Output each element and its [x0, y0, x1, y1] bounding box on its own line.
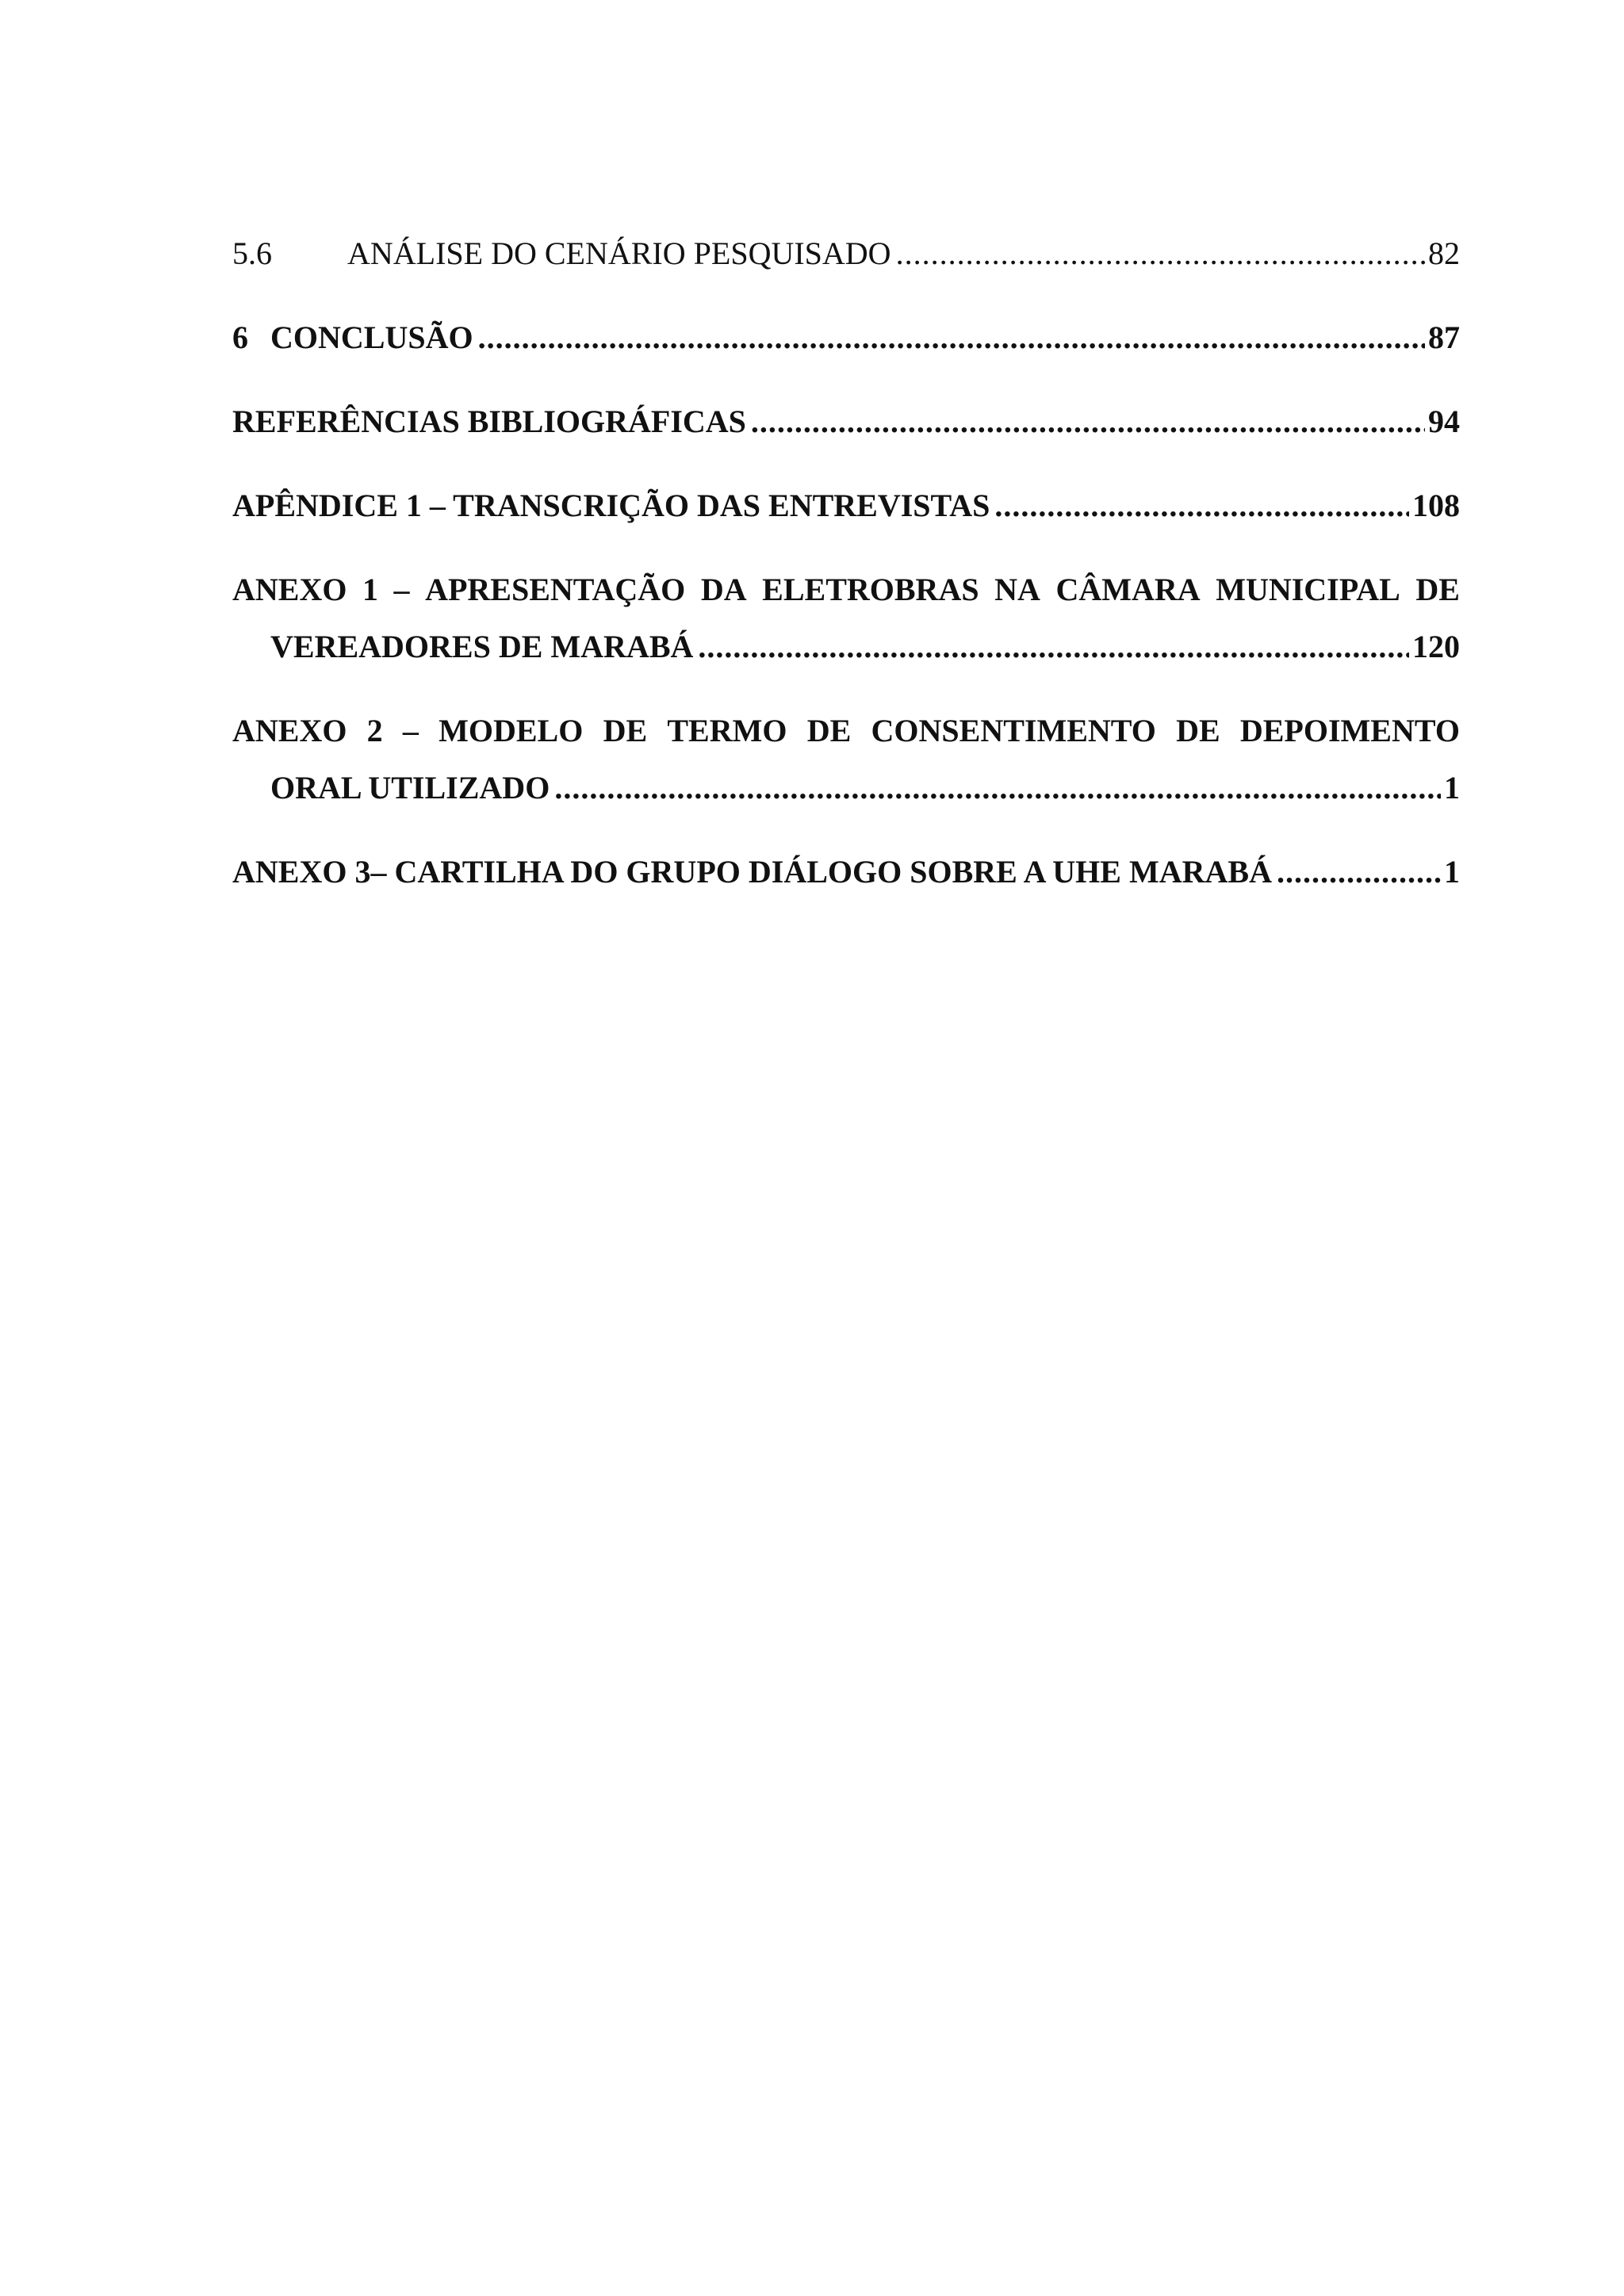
- toc-entry-referencias: [232, 393, 1460, 450]
- dot-leader: [1277, 844, 1441, 901]
- toc-entry-page: 120: [1412, 629, 1460, 664]
- title-word: APRESENTAÇÃO: [425, 572, 686, 607]
- toc-entry-title: CONCLUSÃO: [270, 320, 473, 355]
- table-of-contents: [232, 225, 1460, 901]
- toc-entry-page: 1: [1444, 770, 1460, 806]
- toc-entry-5-6: [232, 225, 1460, 282]
- dot-leader: [994, 477, 1409, 534]
- toc-entry-page: 1: [1444, 854, 1460, 890]
- toc-entry-title-line: [232, 702, 1460, 760]
- title-word: MUNICIPAL: [1216, 572, 1400, 607]
- title-word: DEPOIMENTO: [1239, 713, 1460, 748]
- title-word: MODELO: [439, 713, 584, 748]
- toc-entry-anexo-3: [232, 844, 1460, 901]
- toc-entry-number: 5.6: [232, 235, 272, 271]
- toc-entry-title: ANÁLISE DO CENÁRIO PESQUISADO: [347, 235, 891, 271]
- toc-entry-title-continuation: ORAL UTILIZADO: [270, 770, 550, 806]
- title-word: ANEXO: [232, 572, 347, 607]
- title-word: 1: [362, 572, 378, 607]
- toc-entry-title: APÊNDICE 1 – TRANSCRIÇÃO DAS ENTREVISTAS: [232, 488, 990, 523]
- title-word: DE: [1415, 572, 1460, 607]
- toc-entry-title-line: [232, 561, 1460, 618]
- toc-entry-anexo-2: [232, 702, 1460, 817]
- title-word: NA: [994, 572, 1040, 607]
- toc-entry-number: 6: [232, 320, 248, 355]
- title-word: DE: [603, 713, 648, 748]
- toc-entry-page: 94: [1428, 404, 1460, 439]
- title-word: DE: [806, 713, 852, 748]
- toc-entry-title: ANEXO 3– CARTILHA DO GRUPO DIÁLOGO SOBRE A UHE MARABÁ: [232, 854, 1272, 890]
- toc-entry-title-continuation: VEREADORES DE MARABÁ: [270, 629, 694, 664]
- title-word: 2: [366, 713, 383, 748]
- dot-leader: [896, 225, 1425, 282]
- title-word: TERMO: [667, 713, 787, 748]
- title-word: DE: [1176, 713, 1220, 748]
- title-word: DA: [700, 572, 747, 607]
- title-word: –: [402, 713, 419, 748]
- toc-entry-title: REFERÊNCIAS BIBLIOGRÁFICAS: [232, 404, 746, 439]
- toc-entry-apendice-1: [232, 477, 1460, 534]
- toc-entry-page: 87: [1428, 320, 1460, 355]
- dot-leader: [478, 309, 1425, 366]
- title-word: ANEXO: [232, 713, 347, 748]
- toc-entry-conclusao: [232, 309, 1460, 366]
- title-word: CONSENTIMENTO: [871, 713, 1156, 748]
- dot-leader: [698, 618, 1409, 675]
- dot-leader: [751, 393, 1425, 450]
- title-word: CÂMARA: [1055, 572, 1201, 607]
- title-word: –: [393, 572, 410, 607]
- toc-entry-anexo-1: [232, 561, 1460, 675]
- dot-leader: [554, 760, 1441, 817]
- title-word: ELETROBRAS: [762, 572, 979, 607]
- toc-entry-page: 108: [1412, 488, 1460, 523]
- toc-entry-page: 82: [1428, 235, 1460, 271]
